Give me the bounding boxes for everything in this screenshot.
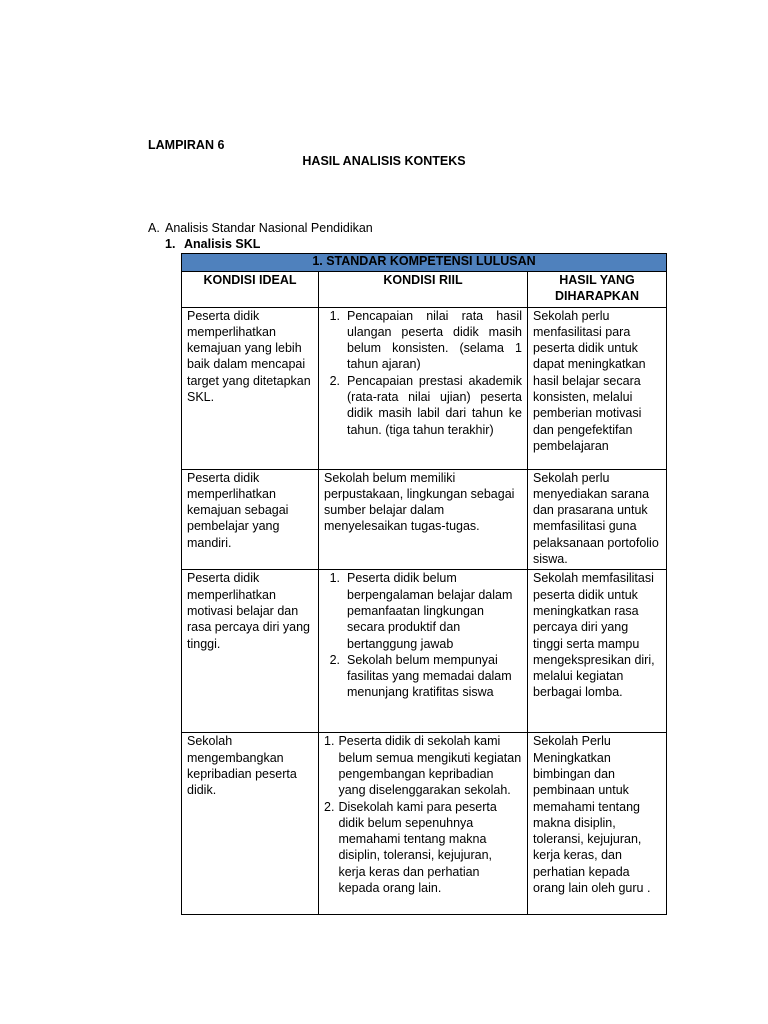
section-label: A. <box>148 221 160 235</box>
list-item <box>324 652 522 701</box>
riil-list <box>324 308 522 438</box>
list-text: Disekolah kami para peserta didik belum sepenuhnya memahami tentang makna disiplin, toleransi, kejujuran, kerja keras dan perhatian kepada orang lain. <box>338 799 497 896</box>
list-number: 1. <box>324 734 335 749</box>
hasil-cell: Sekolah perlu menfasilitasi para peserta didik untuk dapat meningkatkan hasil belajar secara konsisten, melalui pemberian motivasi dan pengefektifan pembelajaran <box>528 307 667 469</box>
list-item <box>324 733 522 798</box>
subsection-label: 1. <box>165 237 176 251</box>
subsection-heading <box>165 236 260 252</box>
column-header-riil: KONDISI RIIL <box>319 272 528 308</box>
section-heading <box>148 220 373 236</box>
list-number: 1. <box>329 308 340 323</box>
riil-cell <box>319 307 528 469</box>
subsection-text: Analisis SKL <box>184 237 261 251</box>
riil-list <box>324 733 522 896</box>
hasil-cell: Sekolah memfasilitasi peserta didik untuk meningkatkan rasa percaya diri yang tinggi serta mampu mengekspresikan diri, melalui kegiatan berbagai lomba. <box>528 570 667 733</box>
table-row <box>182 733 667 915</box>
column-header-hasil: HASIL YANG DIHARAPKAN <box>528 272 667 308</box>
list-number: 2. <box>324 799 335 814</box>
list-text: Peserta didik di sekolah kami belum semua mengikuti kegiatan pengembangan kepribadian yang diselenggarakan sekolah. <box>338 734 522 798</box>
list-item <box>324 308 522 373</box>
list-text: Sekolah belum mempunyai fasilitas yang memadai dalam menunjang kratifitas siswa <box>347 652 512 700</box>
ideal-cell: Peserta didik memperlihatkan kemajuan sebagai pembelajar yang mandiri. <box>182 469 319 570</box>
ideal-cell: Peserta didik memperlihatkan motivasi belajar dan rasa percaya diri yang tinggi. <box>182 570 319 733</box>
ideal-cell: Peserta didik memperlihatkan kemajuan yang lebih baik dalam mencapai target yang ditetapkan SKL. <box>182 307 319 469</box>
riil-cell: Sekolah belum memiliki perpustakaan, lingkungan sebagai sumber belajar dalam menyelesaikan tugas-tugas. <box>319 469 528 570</box>
list-number: 2. <box>329 652 340 667</box>
skl-table <box>181 253 667 915</box>
riil-list <box>324 570 522 700</box>
section-text: Analisis Standar Nasional Pendidikan <box>165 221 373 235</box>
riil-cell <box>319 733 528 915</box>
list-number: 1. <box>329 571 340 586</box>
hasil-cell: Sekolah Perlu Meningkatkan bimbingan dan pembinaan untuk memahami tentang makna disiplin, toleransi, kejujuran, kerja keras, dan perhatian kepada orang lain oleh guru . <box>528 733 667 915</box>
lampiran-label: LAMPIRAN 6 <box>148 138 225 152</box>
ideal-cell: Sekolah mengembangkan kepribadian peserta didik. <box>182 733 319 915</box>
list-item <box>324 373 522 438</box>
list-text: Peserta didik belum berpengalaman belajar dalam pemanfaatan lingkungan secara produktif dan bertanggung jawab <box>347 571 513 651</box>
list-text: Pencapaian prestasi akademik (rata-rata nilai ujian) peserta didik masih labil dari tahun ke tahun. (tiga tahun terakhir) <box>347 373 522 437</box>
table-row <box>182 570 667 733</box>
list-item <box>324 799 522 897</box>
list-text: Pencapaian nilai rata hasil ulangan peserta didik masih belum konsisten. (selama 1 tahun ajaran) <box>347 308 522 372</box>
column-header-ideal: KONDISI IDEAL <box>182 272 319 308</box>
list-item <box>324 570 522 651</box>
table-row <box>182 469 667 570</box>
column-header-row <box>182 272 667 308</box>
document-title: HASIL ANALISIS KONTEKS <box>302 154 466 168</box>
riil-cell <box>319 570 528 733</box>
table-title-row <box>182 254 667 272</box>
list-number: 2. <box>329 373 340 388</box>
hasil-cell: Sekolah perlu menyediakan sarana dan prasarana untuk memfasilitasi guna pelaksanaan portofolio siswa. <box>528 469 667 570</box>
table-row <box>182 307 667 469</box>
table-title: 1. STANDAR KOMPETENSI LULUSAN <box>182 254 667 272</box>
